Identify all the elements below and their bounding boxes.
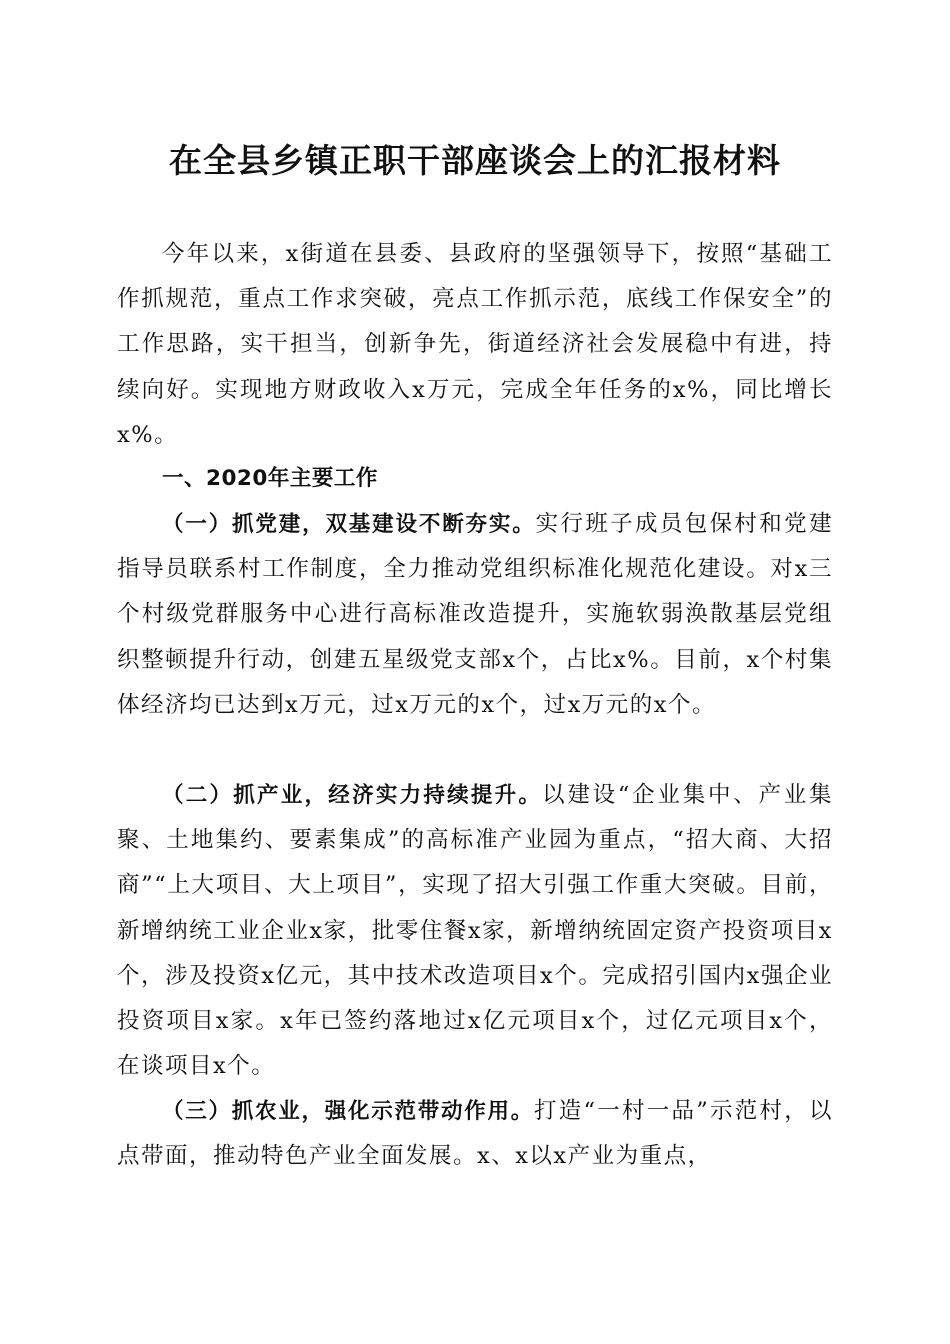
item-paragraph-agriculture [117,1089,833,1179]
item-lead: （三）抓农业，强化示范带动作用。 [162,1099,534,1124]
item-text: 实行班子成员包保村和党建指导员联系村工作制度，全力推动党组织标准化规范化建设。对x三个村级党群服务中心进行高标准改造提升，实施软弱涣散基层党组织整顿提升行动，创建五星级党支部x个，占比x%。目前，x个村集体经济均已达到x万元，过x万元的x个，过x万元的x个。 [117,511,833,718]
item-lead: （二）抓产业，经济实力持续提升。 [162,783,543,808]
item-paragraph-industry [117,773,833,1089]
item-lead: （一）抓党建，双基建设不断夯实。 [162,512,536,537]
item-paragraph-party-building [117,502,833,728]
section-heading: 一、2020年主要工作 [162,466,378,491]
item-text: 打造“一村一品”示范村，以点带面，推动特色产业全面发展。x、x以x产业为重点， [117,1098,833,1170]
document-title: 在全县乡镇正职干部座谈会上的汇报材料 [169,141,781,180]
intro-paragraph: 今年以来，x街道在县委、县政府的坚强领导下，按照“基础工作抓规范，重点工作求突破，亮点工作抓示范，底线工作保安全”的工作思路，实干担当，创新争先，街道经济社会发展稳中有进，持续向好。实现地方财政收入x万元，完成全年任务的x%，同比增长x%。 [117,241,833,448]
item-text: 以建设“企业集中、产业集聚、土地集约、要素集成”的高标准产业园为重点，“招大商、大招商”“上大项目、大上项目”，实现了招大引强工作重大突破。目前，新增纳统工业企业x家，批零住餐x家，新增纳统固定资产投资项目x个，涉及投资x亿元，其中技术改造项目x个。完成招引国内x强企业投资项目x家。x年已签约落地过x亿元项目x个，过亿元项目x个，在谈项目x个。 [117,782,833,1080]
